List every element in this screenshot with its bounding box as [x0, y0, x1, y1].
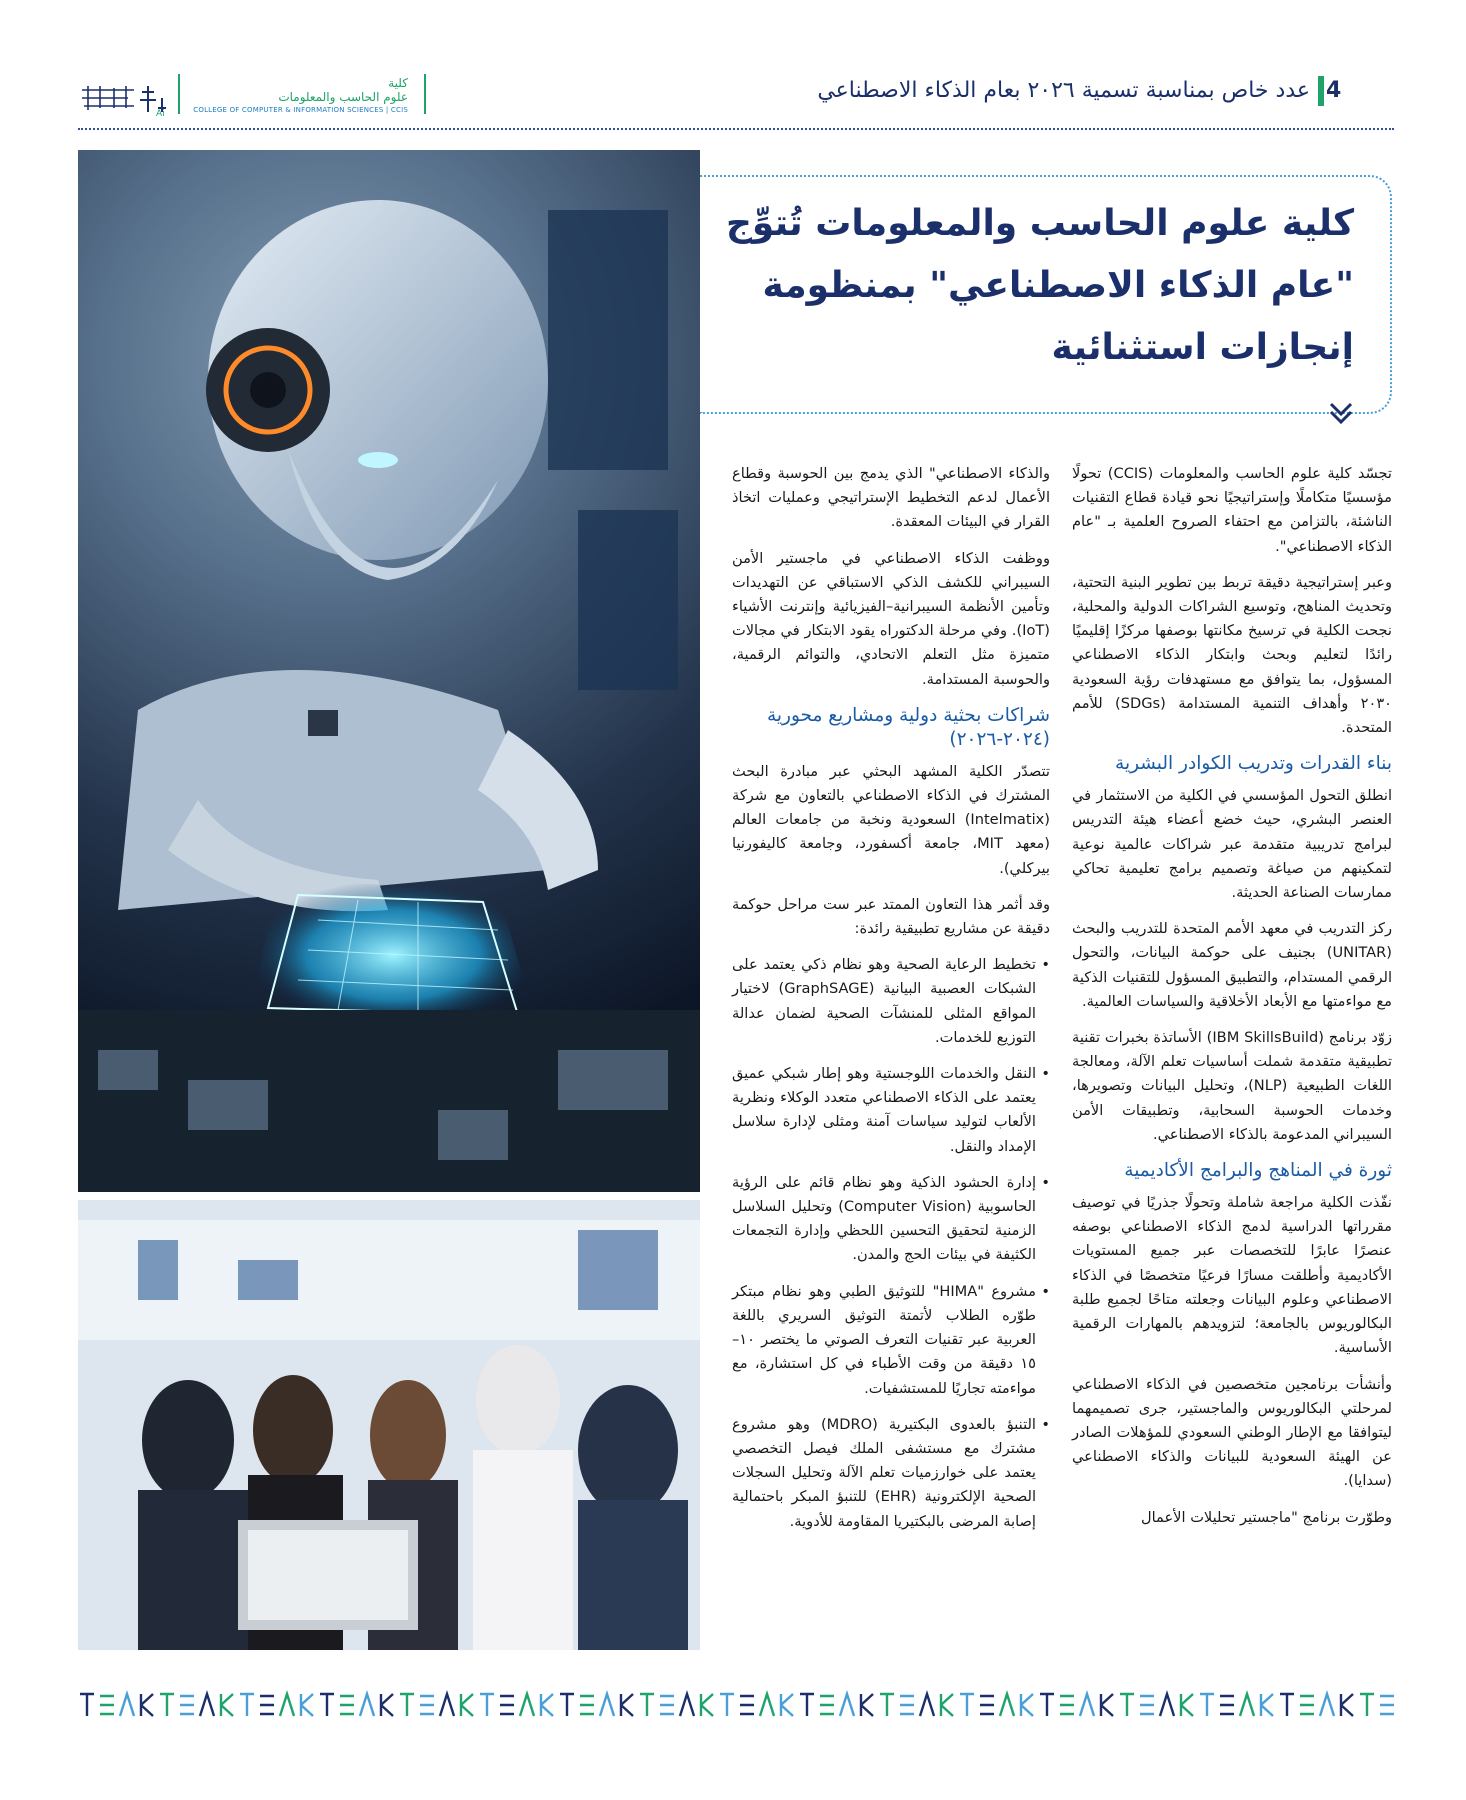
pattern-glyph	[160, 1694, 174, 1716]
pattern-glyph	[340, 1696, 354, 1714]
pattern-glyph	[740, 1696, 754, 1714]
pattern-glyph	[100, 1696, 114, 1714]
pattern-glyph	[660, 1696, 674, 1714]
pattern-glyph	[720, 1694, 734, 1716]
pattern-glyph	[1040, 1694, 1054, 1716]
college-name-ar-line1: كلية	[388, 76, 408, 90]
list-item: • النقل والخدمات اللوجستية وهو إطار شبكي عميق يعتمد على الذكاء الاصطناعي متعدد الوكلاء ونظرية الألعاب لتوليد سياسات آمنة ومثلى لإدارة سلاسل الإمداد والنقل.	[732, 1062, 1036, 1159]
pattern-glyph	[240, 1694, 254, 1716]
pattern-glyph	[120, 1694, 134, 1716]
article-column-left	[732, 462, 1050, 1546]
pattern-glyph	[141, 1694, 153, 1716]
pattern-glyph	[180, 1696, 194, 1714]
paragraph: نفّذت الكلية مراجعة شاملة وتحولًا جذريًا في توصيف مقرراتها الدراسية لدمج الذكاء الاصطناعي بوصفه عنصرًا عابرًا للتخصصات عبر جميع المستويات الأكاديمية وأطلقت مسارًا فرعيًا متخصصًا في الذكاء الاصطناعي وعلوم البيانات وجعلته متاحًا لجميع طلبة البكالوريوس بالجامعة؛ لتزويدهم بالمهارات الرقمية الأساسية.	[1072, 1194, 1392, 1357]
pattern-glyph	[781, 1694, 793, 1716]
pattern-glyph	[400, 1694, 414, 1716]
paragraph: وعبر إستراتيجية دقيقة تربط بين تطوير البنية التحتية، وتحديث المناهج، وتوسيع الشراكات الدولية والمحلية، نجحت الكلية في ترسيخ مكانتها بوصفها مركزًا إقليميًا رائدًا لتعليم وبحث وابتكار الذكاء الاصطناعي المسؤول، بما يتوافق مع مستهدفات رؤية السعودية ٢٠٣٠ وأهداف التنمية المستدامة (SDGs) للأمم المتحدة.	[1072, 573, 1392, 737]
robot-illustration	[78, 150, 700, 1192]
pattern-glyph	[500, 1696, 514, 1714]
list-item: • تخطيط الرعاية الصحية وهو نظام ذكي يعتمد على الشبكات العصبية البيانية (GraphSAGE) لاختيار المواقع المثلى للمنشآت الصحية لضمان عدالة التوزيع للخدمات.	[732, 953, 1036, 1050]
pattern-glyph	[1200, 1694, 1214, 1716]
pattern-glyph	[1000, 1694, 1014, 1716]
pattern-glyph	[1300, 1696, 1314, 1714]
pattern-glyph	[900, 1696, 914, 1714]
pattern-glyph	[480, 1694, 494, 1716]
pattern-glyph	[301, 1694, 313, 1716]
pattern-glyph	[1120, 1694, 1134, 1716]
pattern-glyph	[1320, 1694, 1334, 1716]
college-logo	[170, 72, 436, 118]
header-divider	[78, 128, 1394, 130]
header-accent-bar	[1318, 76, 1324, 106]
pattern-glyph	[941, 1694, 953, 1716]
pattern-glyph	[260, 1696, 274, 1714]
pattern-glyph	[381, 1694, 393, 1716]
pattern-glyph	[980, 1696, 994, 1714]
page-number: 4	[1326, 78, 1342, 103]
logo-divider	[424, 74, 426, 114]
ai-year-logo	[78, 78, 170, 118]
pattern-glyph	[440, 1694, 454, 1716]
pattern-glyph	[701, 1694, 713, 1716]
logo-divider	[178, 74, 180, 114]
paragraph: انطلق التحول المؤسسي في الكلية من الاستثمار في العنصر البشري، حيث خضع أعضاء هيئة التدريس لبرامج تدريبية متقدمة عبر شراكات عالمية نوعية لتمكينهم من صياغة وتصميم برامج تعليمية تحاكي ممارسات الصناعة الحديثة.	[1072, 787, 1392, 902]
pattern-glyph	[820, 1696, 834, 1714]
paragraph: زوّد برنامج (IBM SkillsBuild) الأساتذة بخبرات تقنية تطبيقية متقدمة شملت أساسيات تعلم الآلة، ومعالجة اللغات الطبيعية (NLP)، وتحليل البيانات وتصويرها، وخدمات الحوسبة السحابية، وتطبيقات الأمن السيبراني المدعومة بالذكاء الاصطناعي.	[1072, 1029, 1392, 1143]
pattern-glyph	[280, 1694, 294, 1716]
pattern-glyph	[680, 1694, 694, 1716]
pattern-glyph	[920, 1694, 934, 1716]
project-list	[732, 953, 1050, 1533]
paragraph: تجسّد كلية علوم الحاسب والمعلومات (CCIS) تحولًا مؤسسيًا متكاملًا وإستراتيجيًا نحو قيادة قطاع التقنيات الناشئة، بالتزامن مع احتفاء الصروح العلمية بـ "عام الذكاء الاصطناعي".	[1072, 465, 1392, 555]
pattern-glyph	[1341, 1694, 1353, 1716]
pattern-glyph	[461, 1694, 473, 1716]
pattern-glyph	[1060, 1696, 1074, 1714]
event-photo	[78, 1200, 700, 1650]
pattern-glyph	[800, 1694, 814, 1716]
pattern-glyph	[221, 1694, 233, 1716]
pattern-glyph	[760, 1694, 774, 1716]
pattern-glyph	[520, 1694, 534, 1716]
paragraph: والذكاء الاصطناعي" الذي يدمج بين الحوسبة وقطاع الأعمال لدعم التخطيط الإستراتيجي وعمليات اتخاذ القرار في البيئات المعقدة.	[732, 465, 1050, 531]
page-header	[0, 0, 1466, 130]
pattern-glyph	[1080, 1694, 1094, 1716]
pattern-glyph	[621, 1694, 633, 1716]
pattern-glyph	[200, 1694, 214, 1716]
college-name-ar-line2: علوم الحاسب والمعلومات	[278, 90, 408, 104]
svg-text:Ai: Ai	[156, 109, 165, 118]
pattern-glyph	[1160, 1694, 1174, 1716]
pattern-glyph	[1220, 1696, 1234, 1714]
paragraph: ووظفت الذكاء الاصطناعي في ماجستير الأمن السيبراني للكشف الذكي الاستباقي عن التهديدات وتأمين الأنظمة السيبرانية–الفيزيائية وإنترنت الأشياء (IoT). وفي مرحلة الدكتوراه يقود الابتكار في مجالات متميزة مثل التعلم الاتحادي، والتوائم الرقمية، والحوسبة المستدامة.	[732, 549, 1050, 688]
pattern-glyph	[1140, 1696, 1154, 1714]
pattern-glyph	[1240, 1694, 1254, 1716]
article-headline: كلية علوم الحاسب والمعلومات تُتوِّج "عام الذكاء الاصطناعي" بمنظومة إنجازات استثنائية	[725, 203, 1354, 368]
footer-decorative-pattern	[78, 1688, 1394, 1722]
chevron-down-icon	[1326, 398, 1356, 428]
pattern-glyph	[580, 1696, 594, 1714]
pattern-glyph	[960, 1694, 974, 1716]
list-item: • إدارة الحشود الذكية وهو نظام قائم على الرؤية الحاسوبية (Computer Vision) وتحليل السلاسل الزمنية لتحقيق التحسين اللحظي وإدارة التجمعات الكثيفة في بيئات الحج والمدن.	[732, 1171, 1036, 1268]
pattern-glyph	[420, 1696, 434, 1714]
section-heading: شراكات بحثية دولية ومشاريع محورية (٢٠٢٤-٢٠٢٦)	[766, 704, 1050, 750]
paragraph: ركز التدريب في معهد الأمم المتحدة للتدريب والبحث (UNITAR) بجنيف على حوكمة البيانات، والتحول الرقمي المستدام، والتطبيق المسؤول للتقنيات الذكية مع مواءمتها مع الأبعاد الأخلاقية والسياسات العالمية.	[1072, 920, 1392, 1010]
headline-box	[700, 175, 1392, 414]
pattern-glyph	[80, 1694, 94, 1716]
paragraph: وقد أثمر هذا التعاون الممتد عبر ست مراحل حوكمة دقيقة عن مشاريع تطبيقية رائدة:	[732, 895, 1050, 938]
pattern-glyph	[1021, 1694, 1033, 1716]
pattern-glyph	[1181, 1694, 1193, 1716]
pattern-glyph	[640, 1694, 654, 1716]
paragraph: وطوّرت برنامج "ماجستير تحليلات الأعمال	[1140, 1508, 1392, 1526]
pattern-glyph	[1380, 1696, 1394, 1714]
article-column-right	[1072, 462, 1392, 1542]
pattern-glyph	[360, 1694, 374, 1716]
section-heading: ثورة في المناهج والبرامج الأكاديمية	[1124, 1160, 1392, 1182]
pattern-glyph	[1101, 1694, 1113, 1716]
pattern-glyph	[840, 1694, 854, 1716]
section-heading: بناء القدرات وتدريب الكوادر البشرية	[1115, 753, 1392, 775]
pattern-glyph	[880, 1694, 894, 1716]
pattern-glyph	[1280, 1694, 1294, 1716]
pattern-glyph	[1261, 1694, 1273, 1716]
paragraph: تتصدّر الكلية المشهد البحثي عبر مبادرة البحث المشترك في الذكاء الاصطناعي بالتعاون مع شركة (Intelmatix) السعودية ونخبة من جامعات العالم (معهد MIT، جامعة أكسفورد، وجامعة كاليفورنيا بيركلي).	[732, 762, 1051, 877]
pattern-glyph	[560, 1694, 574, 1716]
pattern-glyph	[541, 1694, 553, 1716]
pattern-glyph	[600, 1694, 614, 1716]
pattern-glyph	[320, 1694, 334, 1716]
pattern-glyph	[861, 1694, 873, 1716]
college-name-en: COLLEGE OF COMPUTER & INFORMATION SCIENCES | CCIS	[193, 106, 408, 114]
pattern-glyph	[1360, 1694, 1374, 1716]
list-item: • مشروع "HIMA" للتوثيق الطبي وهو نظام مبتكر طوّره الطلاب لأتمتة التوثيق السريري باللغة العربية عبر تقنيات التعرف الصوتي ما يختصر ١٠–١٥ دقيقة من وقت الأطباء في كل استشارة، مع مواءمته تجاريًا للمستشفيات.	[732, 1280, 1036, 1401]
paragraph: وأنشأت برنامجين متخصصين في الذكاء الاصطناعي لمرحلتي البكالوريوس والماجستير، جرى تصميمهما ليتوافقا مع الإطار الوطني السعودي للمؤهلات الصادر عن الهيئة السعودية للبيانات والذكاء الاصطناعي (سدايا).	[1072, 1375, 1392, 1490]
list-item: • التنبؤ بالعدوى البكتيرية (MDRO) وهو مشروع مشترك مع مستشفى الملك فيصل التخصصي يعتمد على خوارزميات تعلم الآلة وتحليل السجلات الصحية الإلكترونية (EHR) للتنبؤ المبكر باحتمالية إصابة المرضى بالبكتيريا المقاومة للأدوية.	[732, 1413, 1036, 1534]
issue-title: عدد خاص بمناسبة تسمية ٢٠٢٦ بعام الذكاء الاصطناعي	[817, 78, 1310, 103]
